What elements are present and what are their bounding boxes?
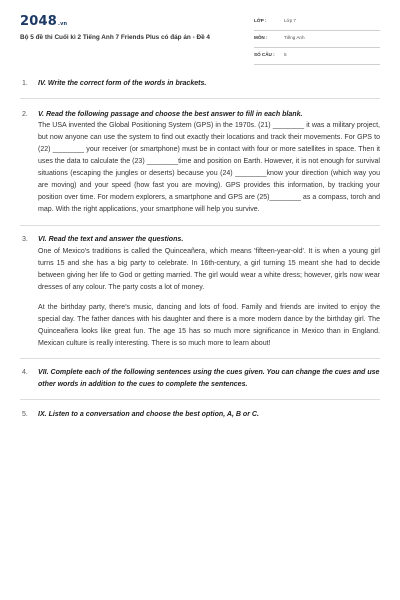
meta-value: 5 <box>284 52 287 57</box>
document-title: Bộ 5 đề thi Cuối kì 2 Tiếng Anh 7 Friends Plus có đáp án - Đề 4 <box>20 34 210 41</box>
question-title: IX. Listen to a conversation and choose the best option, A, B or C. <box>38 411 259 419</box>
question-3 <box>0 234 400 349</box>
meta-label: LỚP : <box>254 18 267 23</box>
question-title: VI. Read the text and answer the questions. <box>38 236 184 244</box>
question-number: 2. <box>22 110 28 118</box>
meta-value: Tiếng Anh <box>284 35 305 40</box>
question-5 <box>0 409 400 421</box>
questions-list <box>0 62 400 421</box>
passage-paragraph: One of Mexico's traditions is called the Quinceañera, which means 'fifteen-year-old'. It is when a young girl turns 15 and she has a big party to celebrate. In 16th-century, a girl turning 15 meant she had to decide between giving her life to God or getting married. The girl would wear a white dress; however, girls now wear dresses of any colour. The party costs a lot of money. <box>38 248 380 291</box>
question-number: 4. <box>22 369 28 376</box>
question-2 <box>0 109 400 216</box>
meta-row-subject <box>254 31 380 48</box>
question-title: IV. Write the correct form of the words in brackets. <box>38 80 207 87</box>
logo-sub-text: .vn <box>57 21 68 27</box>
question-number: 5. <box>22 411 28 419</box>
question-number: 1. <box>22 80 28 87</box>
question-1 <box>0 78 400 90</box>
meta-info-table <box>254 14 380 65</box>
meta-value: Lớp 7 <box>284 18 296 23</box>
question-title: V. Read the following passage and choose the best answer to fill in each blank. <box>38 110 303 118</box>
passage-paragraph: The USA invented the Global Positioning System (GPS) in the 1970s. (21) ________ it was a military project, but now anyone can use the system to find out exactly their locations and track their movements. For GPS to (22) ________ your receiver (or smartphone) must be in contact with four or more satellites in space. Then it uses the data to calculate the (23) ________time and position on Earth. However, it is not enough for survival situations (escaping the jungles or deserts) because you (24) ________know your direction (which way you are moving) and your speed (how fast you are moving). GPS provides this information, by tracking your position over time. For modern explorers, a smartphone and GPS are (25)________ as a compass, torch and map. With the right applications, your smartphone will help you survive. <box>38 122 380 213</box>
logo-main-text: 2048 <box>20 14 57 29</box>
meta-label: SỐ CÂU : <box>254 52 275 57</box>
question-4 <box>0 367 400 391</box>
meta-label: MÔN : <box>254 35 268 40</box>
page-header <box>0 0 400 62</box>
site-logo[interactable] <box>20 14 67 29</box>
passage-paragraph: At the birthday party, there's music, dancing and lots of food. Family and friends are invited to enjoy the special day. The father dances with his daughter and there is a more modern dance by the birthday girl. The Quinceañera looks like great fun. The age 15 has so much more significance in Mexico than in England. Mexican culture is really interesting. There is so much more to learn about! <box>38 303 380 347</box>
question-passage <box>38 120 380 215</box>
meta-row-class <box>254 14 380 31</box>
question-passage <box>38 246 380 349</box>
question-number: 3. <box>22 236 28 244</box>
question-title: VII. Complete each of the following sentences using the cues given. You can change the cues and use other words in addition to the cues to complete the sentences. <box>38 369 380 388</box>
